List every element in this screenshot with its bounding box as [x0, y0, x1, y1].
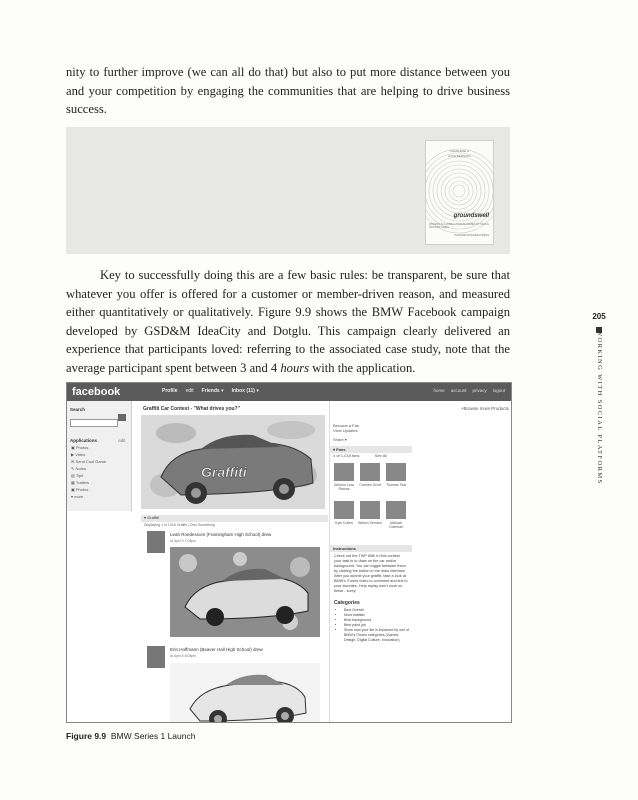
book-subtitle: WINNING IN A WORLD TRANSFORMED BY SOCIAL TECHNOLOGIES: [429, 223, 490, 229]
category-item: • Most realistic: [344, 613, 412, 618]
fan-photo: [386, 501, 406, 519]
app-item: ▣ Photos: [71, 445, 89, 450]
fan-name: Wilson Serrano: [358, 521, 382, 525]
avatar: [147, 531, 165, 553]
figure-caption-text: BMW Series 1 Launch: [110, 731, 196, 741]
browse-products-link: +Browse more Products: [460, 406, 509, 411]
app-title: Graffiti Car Contest - "What drives you?": [143, 406, 240, 412]
book-publisher: HARVARD BUSINESS PRESS: [454, 234, 489, 237]
fan-name: Thomas Tsai: [386, 483, 406, 487]
fan-name: Carmen Scott: [359, 483, 381, 487]
white-car-drawing: [170, 663, 320, 723]
search-input: [70, 419, 118, 427]
link-logout: logout: [492, 388, 505, 393]
entry-date: at April 9 7:05pm: [170, 539, 197, 543]
nav-friends: Friends ▾: [201, 388, 224, 394]
app-item: ▤ Tipit: [71, 473, 84, 478]
app-item: ✎ Notes: [71, 466, 86, 471]
hero-graffiti-word: Graffiti: [201, 464, 247, 480]
app-item: ▣ Photos: [71, 487, 89, 492]
applications-label: Applications edit: [70, 438, 126, 443]
become-fan-link: Become a Fan: [333, 423, 360, 428]
fan-photo: [360, 463, 380, 481]
link-privacy: privacy: [472, 388, 487, 393]
paragraph-italic-hours: hours: [280, 360, 310, 375]
search-icon: [118, 414, 126, 421]
app-item: ✉ Send Cool Game: [71, 459, 107, 464]
graffiti-car-drawing: [170, 547, 320, 637]
instructions-header: Instructions: [330, 545, 412, 552]
book-author-1: CHARLENE LI: [449, 149, 470, 153]
categories-header: Categories: [334, 600, 360, 606]
fan-photo: [386, 463, 406, 481]
instructions-text: Check out the TWP 656! In this contest your task is to draw on the car and/or background. You can toggle between them by clicking the button in the draw interface. After you submit your graffiti, take a look at BMW's iTunes video to comment and link to your favorites. Help replay won't work on these - sorry!: [334, 554, 408, 593]
category-item: • Best paint job: [344, 623, 412, 628]
fan-name: Kyle Cullen: [335, 521, 353, 525]
fans-count: 4 of 1,018 fans See All: [333, 453, 388, 458]
share-button: Share ▾: [333, 437, 347, 442]
graffiti-car-hero-image: [141, 415, 325, 509]
graffiti-car-art: [141, 415, 325, 509]
paragraph-text-2: with the application.: [309, 360, 416, 375]
entry-date: at April 8 8:08pm: [170, 654, 197, 658]
facebook-sidebar: [67, 401, 132, 511]
chapter-running-title: WORKING WITH SOCIAL PLATFORMS: [596, 330, 603, 485]
app-item-more: ▾ more: [71, 494, 84, 499]
facebook-top-bar: [67, 383, 511, 401]
nav-edit: edit: [185, 388, 194, 394]
entry-author: Leah Roedessom (Framingham High School) drew: [170, 532, 272, 537]
app-item: ▦ Trailers: [71, 480, 90, 485]
avatar: [147, 646, 165, 668]
figure-caption: [66, 731, 195, 741]
displaying-count: Displaying 1 of 1016 Graffiti | Own Something: [144, 523, 215, 527]
category-item: • Show how your life is impacted by one of BMW's iTunes categories (Games, Design, Digital Culture, Innovation): [344, 628, 412, 643]
groundswell-book-cover: [425, 140, 494, 245]
paragraph-text-1: Key to successfully doing this are a few basic rules: be transparent, be sure that whatever you offer is offered for a customer or member-driven reason, and measured either quantitatively or qualitatively. Figure 9.9 shows the BMW Facebook campaign developed by GSD&M IdeaCity and Dotglu. This campaign clearly delivered an experience that participants loved: referring to the associated case study, note that the average participant spent between 3 and 4: [66, 268, 510, 375]
facebook-screenshot-figure: [66, 382, 512, 723]
book-title: groundswell: [453, 213, 489, 219]
fan-photo: [360, 501, 380, 519]
facebook-nav: [162, 388, 259, 394]
categories-list: [344, 608, 412, 643]
fan-photo: [334, 463, 354, 481]
app-item: ▶ Video: [71, 452, 86, 457]
nav-profile: Profile: [162, 388, 178, 394]
facebook-right-column: [329, 401, 412, 722]
entry-author: Erin Hoffmann (Beaver Hall High School) drew: [170, 647, 263, 652]
figure-label: Figure 9.9: [66, 731, 107, 741]
link-account: account: [450, 388, 467, 393]
link-home: home: [433, 388, 445, 393]
paragraph-continued: nity to further improve (we can all do that) but also to put more distance between you and your competition by engaging the communities that are helping to drive business success.: [66, 65, 510, 117]
facebook-logo: facebook: [72, 386, 121, 398]
book-author-2: JOSH BERNOFF: [447, 154, 472, 158]
view-updates-link: View Updates: [333, 428, 358, 433]
nav-inbox: Inbox (11) ▾: [231, 388, 259, 394]
category-item: • Best Overall: [344, 608, 412, 613]
page-number: 205: [592, 312, 606, 321]
graffiti-entry-image: [170, 547, 320, 637]
fan-name: Alfonso Lara Ramos: [334, 483, 354, 491]
graffiti-section-header: ▾ Graffiti: [141, 515, 328, 522]
fans-header: ▾ Fans: [330, 446, 412, 453]
paragraph-main: [66, 266, 510, 378]
category-item: • Best background: [344, 618, 412, 623]
fan-photo: [334, 501, 354, 519]
fan-name: Michael Coleman: [388, 521, 403, 529]
search-label: Search: [70, 407, 86, 412]
fans-grid: [330, 461, 412, 541]
graffiti-entry-image: [170, 663, 320, 723]
facebook-account-links: [433, 388, 505, 393]
